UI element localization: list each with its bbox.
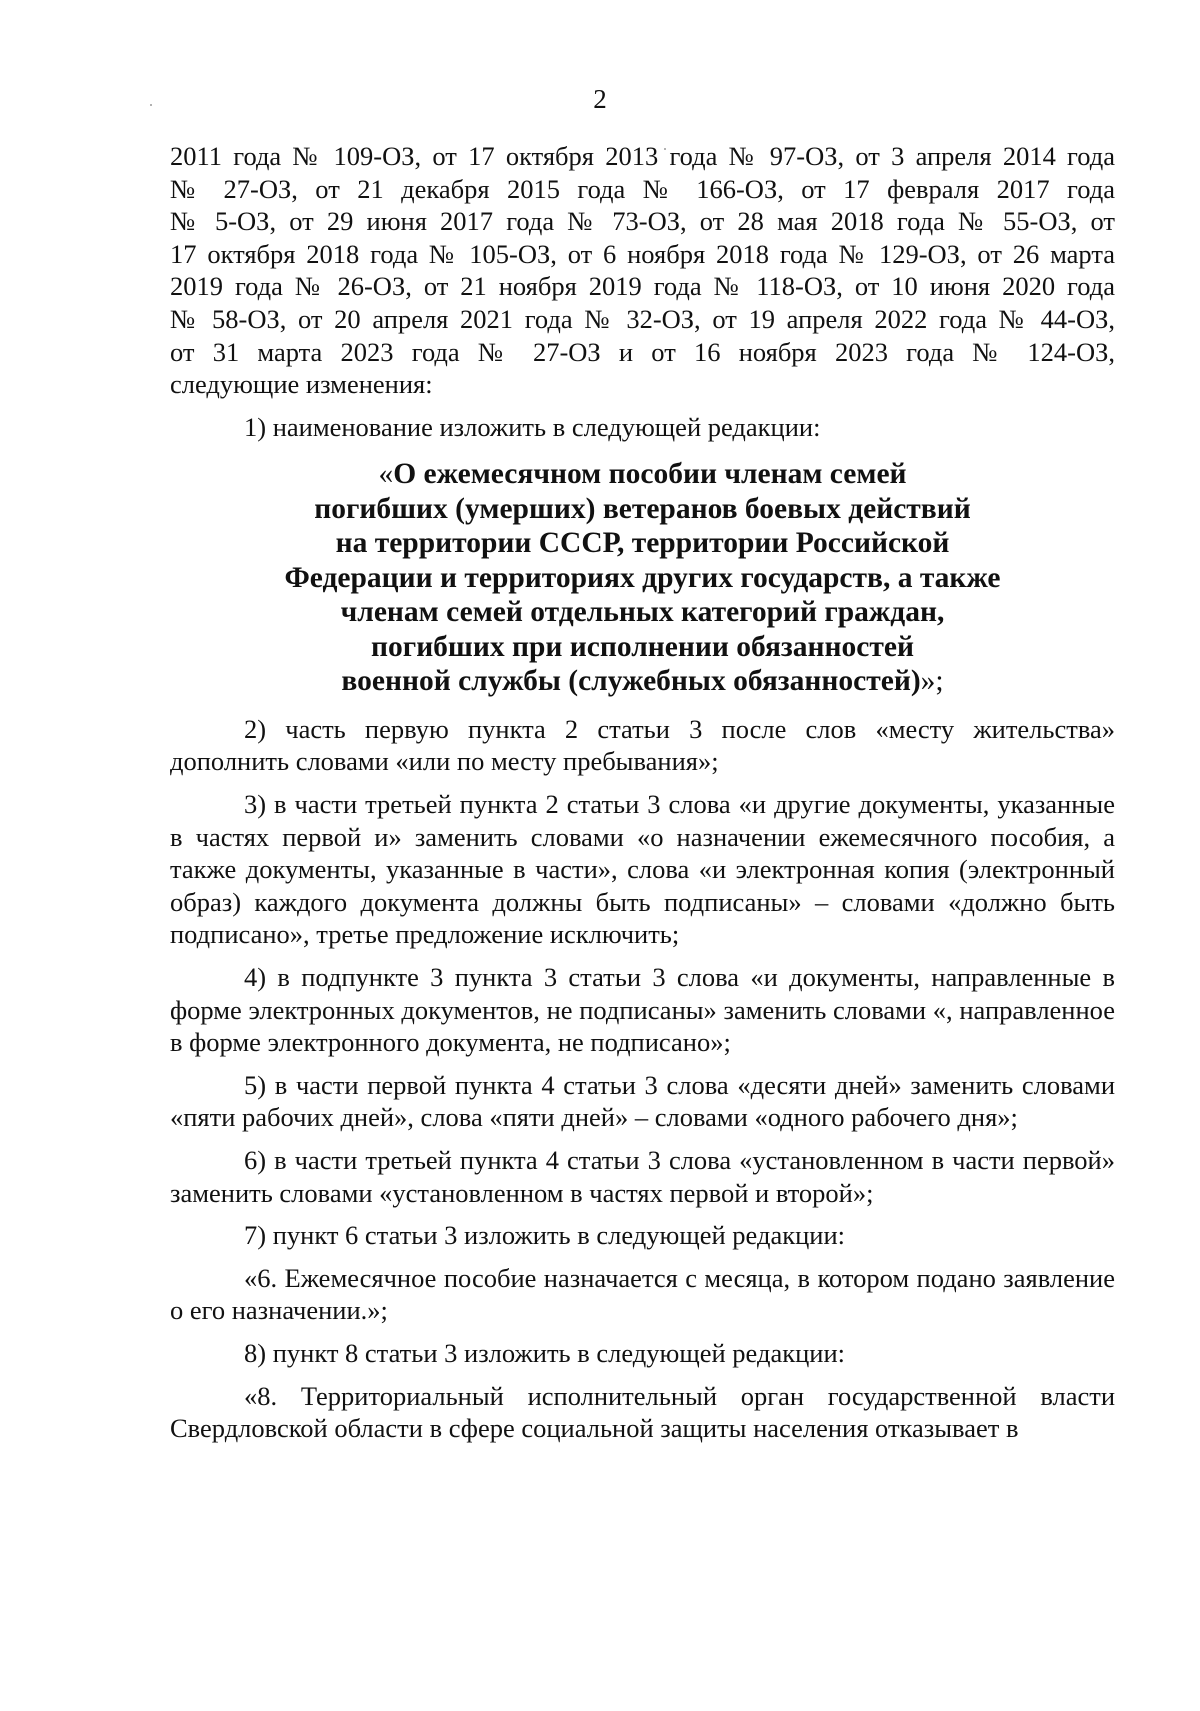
lead-line: № 5-ОЗ, от 29 июня 2017 года № 73-ОЗ, от 28 мая 2018 года № 55-ОЗ, от: [170, 206, 1115, 237]
title-close-quote: »;: [920, 665, 944, 698]
lead-last-line: следующие изменения:: [170, 369, 433, 400]
amendment-item-4: 4) в подпункте 3 пункта 3 статьи 3 слова «и документы, направленные в форме электронных документов, не подписаны» заменить словами «, направленное в форме электронного документа, не подписано»;: [170, 962, 1115, 1058]
title-open-quote: «: [378, 458, 394, 491]
lead-line: от 31 марта 2023 года № 27-ОЗ и от 16 ноября 2023 года № 124-ОЗ,: [170, 336, 1115, 367]
lead-line: 17 октября 2018 года № 105-ОЗ, от 6 ноября 2018 года № 129-ОЗ, от 26 марта: [170, 238, 1115, 269]
title-line: на территории СССР, территории Российской: [335, 527, 950, 560]
amendment-item-5: 5) в части первой пункта 4 статьи 3 слова «десяти дней» заменить словами «пяти рабочих дней», слова «пяти дней» – словами «одного рабочего дня»;: [170, 1069, 1115, 1133]
lead-paragraph: [170, 140, 1115, 401]
amendment-item-6: 6) в части третьей пункта 4 статьи 3 слова «установленном в части первой» заменить словами «установленном в частях первой и второй»;: [170, 1144, 1115, 1208]
lead-line: 2011 года № 109-ОЗ, от 17 октября 2013 года № 97-ОЗ, от 3 апреля 2014 года: [170, 141, 1115, 171]
scan-speck: [150, 104, 152, 106]
quoted-clause-6: «6. Ежемесячное пособие назначается с месяца, в котором подано заявление о его назначении.»;: [170, 1262, 1115, 1326]
page-number: 2: [593, 84, 607, 114]
title-line: погибших при исполнении обязанностей: [371, 630, 914, 663]
law-title: [170, 457, 1115, 699]
lead-line: 2019 года № 26-ОЗ, от 21 ноября 2019 года № 118-ОЗ, от 10 июня 2020 года: [170, 271, 1115, 302]
quoted-clause-8: «8. Территориальный исполнительный орган государственной власти Свердловской области в сфере социальной защиты населения отказывает в: [170, 1380, 1115, 1444]
title-line: «О ежемесячном пособии членам семей: [378, 458, 907, 491]
document-body: [170, 140, 1115, 1455]
title-line: погибших (умерших) ветеранов боевых действий: [314, 492, 971, 525]
amendment-item-2: 2) часть первую пункта 2 статьи 3 после слов «месту жительства» дополнить словами «или по месту пребывания»;: [170, 713, 1115, 777]
amendment-item-1: 1) наименование изложить в следующей редакции:: [244, 411, 821, 442]
amendment-item-7: 7) пункт 6 статьи 3 изложить в следующей редакции:: [244, 1220, 845, 1251]
lead-line: № 27-ОЗ, от 21 декабря 2015 года № 166-ОЗ, от 17 февраля 2017 года: [170, 173, 1115, 204]
amendment-item-8: 8) пункт 8 статьи 3 изложить в следующей редакции:: [244, 1337, 845, 1368]
amendment-item-3: 3) в части третьей пункта 2 статьи 3 слова «и другие документы, указанные в частях первой и» заменить словами «о назначении ежемесячного пособия, а также документы, указанные в части», слова «и электронная копия (электронный образ) каждого документа должны быть подписаны» – словами «должно быть подписано», третье предложение исключить;: [170, 789, 1115, 950]
lead-line: № 58-ОЗ, от 20 апреля 2021 года № 32-ОЗ, от 19 апреля 2022 года № 44-ОЗ,: [170, 303, 1115, 334]
title-line: военной службы (служебных обязанностей)»;: [341, 665, 944, 698]
title-line: Федерации и территориях других государств, а также: [284, 561, 1001, 594]
title-line: членам семей отдельных категорий граждан,: [340, 596, 945, 629]
